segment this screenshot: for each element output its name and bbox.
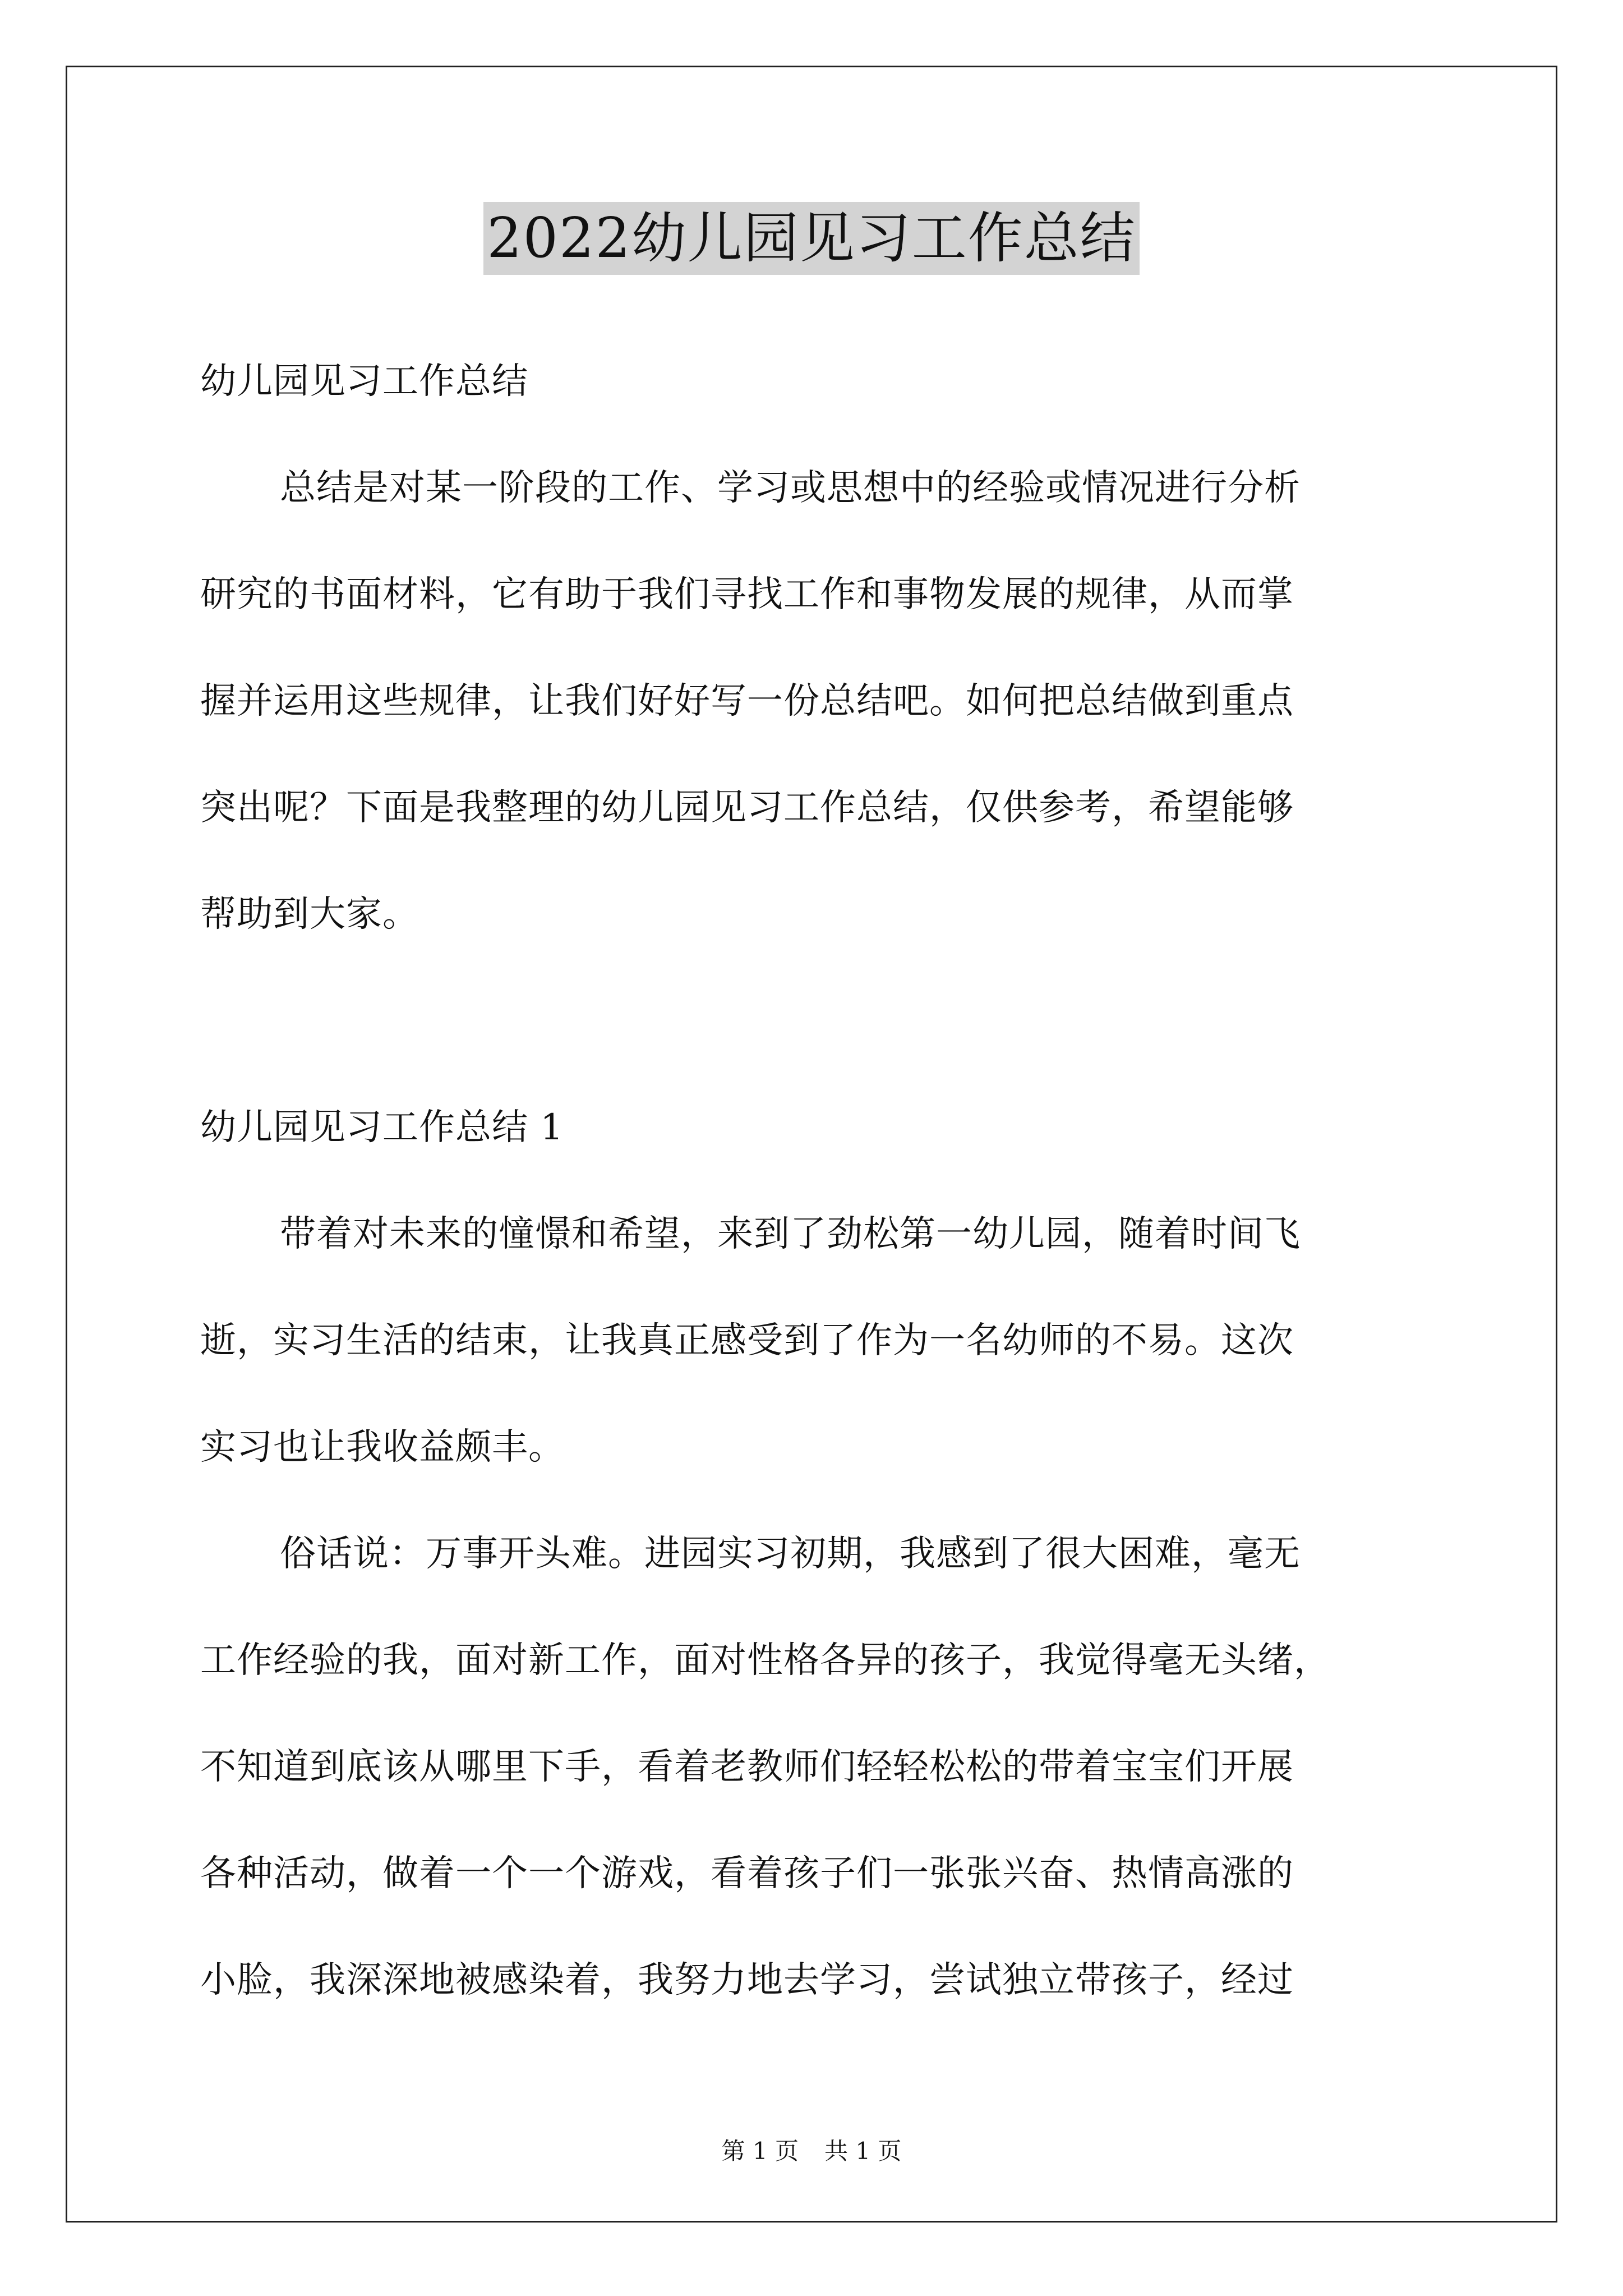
page-total: 共 1 页 — [824, 2137, 902, 2165]
page-footer — [0, 2134, 1623, 2168]
paragraph-line: 突出呢？下面是我整理的幼儿园见习工作总结，仅供参考，希望能够 — [200, 787, 1294, 829]
title-container — [0, 202, 1623, 275]
document-title: 2022幼儿园见习工作总结 — [483, 202, 1139, 275]
paragraph-line: 研究的书面材料，它有助于我们寻找工作和事物发展的规律，从而掌 — [200, 574, 1294, 615]
paragraph-line: 逝，实习生活的结束，让我真正感受到了作为一名幼师的不易。这次 — [200, 1320, 1294, 1361]
paragraph-line: 带着对未来的憧憬和希望，来到了劲松第一幼儿园，随着时间飞 — [280, 1213, 1301, 1255]
paragraph-line: 帮助到大家。 — [200, 894, 419, 935]
section-heading: 幼儿园见习工作总结 1 — [200, 1107, 564, 1148]
paragraph-line: 俗话说：万事开头难。进园实习初期，我感到了很大困难，毫无 — [280, 1533, 1301, 1575]
paragraph-line: 握并运用这些规律，让我们好好写一份总结吧。如何把总结做到重点 — [200, 680, 1294, 722]
paragraph-line: 各种活动，做着一个一个游戏，看着孩子们一张张兴奋、热情高涨的 — [200, 1853, 1294, 1894]
paragraph-line: 总结是对某一阶段的工作、学习或思想中的经验或情况进行分析 — [280, 467, 1301, 509]
paragraph-line: 小脸，我深深地被感染着，我努力地去学习，尝试独立带孩子，经过 — [200, 1959, 1294, 2001]
paragraph-line: 工作经验的我，面对新工作，面对性格各异的孩子，我觉得毫无头绪， — [200, 1640, 1330, 1681]
paragraph-line: 实习也让我收益颇丰。 — [200, 1427, 565, 1468]
page-number: 第 1 页 — [721, 2137, 799, 2165]
section-heading: 幼儿园见习工作总结 — [200, 361, 528, 402]
paragraph-line: 不知道到底该从哪里下手，看着老教师们轻轻松松的带着宝宝们开展 — [200, 1746, 1294, 1788]
